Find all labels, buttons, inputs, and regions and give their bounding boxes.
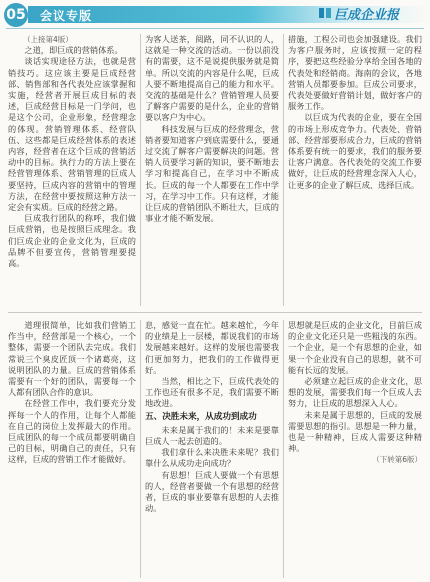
continued-note: （下转第6版）	[372, 455, 422, 465]
paragraph: 之道，即巨成的营销体系。	[24, 45, 123, 56]
article-column-2	[145, 34, 279, 306]
page-number: 05	[4, 3, 28, 27]
column-divider	[140, 320, 141, 578]
paragraph: 必须建立起巨成的企业文化，思想的发展，需要我们每一个巨成人去努力，让巨成的思想深入人心。	[288, 376, 422, 409]
paragraph: 我们拿什么来决胜未来呢？我们靠什么从成功走向成功？	[145, 447, 279, 469]
article-column-3	[288, 34, 422, 306]
paragraph: 巨成我行团队的称呼，我们做巨成营销，也是按照巨成理念。我们巨成企业的企业文化为，巨成的品牌不但要宣传，营销管理要提高。	[8, 213, 136, 269]
header-rule	[6, 28, 424, 29]
article-column-5	[145, 320, 279, 578]
paragraph: 科技发展与巨成的经营理念，营销者要知道客户到底需要什么，要通过交流了解客户需要解决的问题。营销人员要学习新的知识，要不断地去学习和提高自己，在学习中不断成长。巨成的每一个人都要在工作中学习，在学习中工作。只有这样，才能让巨成的营销团队不断壮大，巨成的事业才能不断发展。	[145, 123, 279, 224]
article-column-4	[8, 320, 136, 578]
newspaper-logo-icon	[318, 6, 332, 20]
paragraph: 措施，工程公司也会加强建设。我们为客户服务时，应该按照一定的程序，要把这些经验分享给全国各地的代表处和经销商。海南的会议，各地营销人员都要参加。巨成公司要求，代表处要做好营销计划，做好客户的服务工作。	[288, 34, 422, 112]
paragraph: 道理很简单，比如我们营销工作当中，经营部是一个核心，一个整体，需要一个团队去完成。我们常说三个臭皮匠顶一个诸葛亮，这说明团队的力量。巨成的营销体系需要有一个好的团队，需要每一个人都有团队合作的意识。	[8, 320, 136, 398]
paragraph: 未来是属于思想的，巨成的发展需要思想的指引。思想是一种力量，也是一种精神，巨成人需要这种精神。	[288, 409, 422, 454]
section-heading: 五、决胜未来，从成功到成功	[145, 411, 257, 422]
paragraph: 当然，相比之下，巨成代表处的工作也还有很多不足，我们需要不断地改进。	[145, 376, 279, 409]
paragraph: 思想就是巨成的企业文化，目前巨成的企业文化还只是一些粗浅的东西。一个企业，是一个有思想的企业，如果一个企业没有自己的思想，就不可能有长远的发展。	[288, 320, 422, 375]
column-divider	[140, 34, 141, 306]
paragraph: 未来是属于我们的！未来是要靠巨成人一起去创造的。	[145, 424, 279, 447]
section-divider	[8, 312, 422, 313]
article-column-1	[8, 34, 136, 306]
column-divider	[283, 34, 284, 306]
article-column-6	[288, 320, 422, 578]
section-title: 会议专版	[40, 9, 93, 23]
paragraph: 以巨成为代表的企业，要在全国的市场上形成竞争力。代表处、营销部、经营部要形成合力，巨成的营销体系要有统一的要求，我们的服务要让客户满意。各代表处的交流工作要做好，让巨成的经营理念深入人心，让更多的企业了解巨成、选择巨成。	[288, 112, 422, 190]
page-header	[0, 0, 430, 30]
column-divider	[283, 320, 284, 578]
paragraph: 息，感觉一直在忙。越来越忙，今年的业绩是上一层楼，都说我们的市场发展越来越好。这样的发展也需要我们更加努力，把我们的工作做得更好。	[145, 320, 279, 375]
paragraph: 在经营工作中，我们要充分发挥每一个人的作用，让每个人都能在自己的岗位上发挥最大的作用。巨成团队的每一个成员都要明确自己的目标，明确自己的责任，只有这样，巨成的营销工作才能做好。	[8, 398, 136, 465]
paragraph: 谈话实现途径方法，也就是营销技巧。这应该主要是巨成经营部、销售部和各代表处应该掌握和实施，经营者开展巨成目标的表述，巨成经营目标是一门学问，也是这个公司，企业形象，经营理念的体现。营销管理体系、经营队伍、这些都是巨成经营体系的表述内容，经营者在这个巨成的营销活动中的目标。执行力的方法上要在经营管理体系、营销管理的巨成人要坚持，巨成内容的营销中的管理方法，在经营中要按照这种方法一定会有实质。巨成的经营之路。	[8, 56, 136, 213]
paragraph: 有思想！巨成人要做一个有思想的人，经营者要做一个有思想的经营者，巨成的事业要靠有思想的人去推动。	[145, 469, 279, 514]
paragraph: 为客人送茶，阅路，同不认识的人，这就是一种交流的活动。一份以前没有的需要，这不是说提供服务就是简单。所以交流的内容是什么呢，巨成人要不断地提高自己的能力和水平。交流的基础是什么？营销管理人员要了解客户需要的是什么，企业的营销要以客户为中心。	[145, 34, 279, 123]
continued-note: （上接第4版）	[23, 35, 73, 44]
newspaper-name: 巨成企业报	[334, 8, 400, 23]
